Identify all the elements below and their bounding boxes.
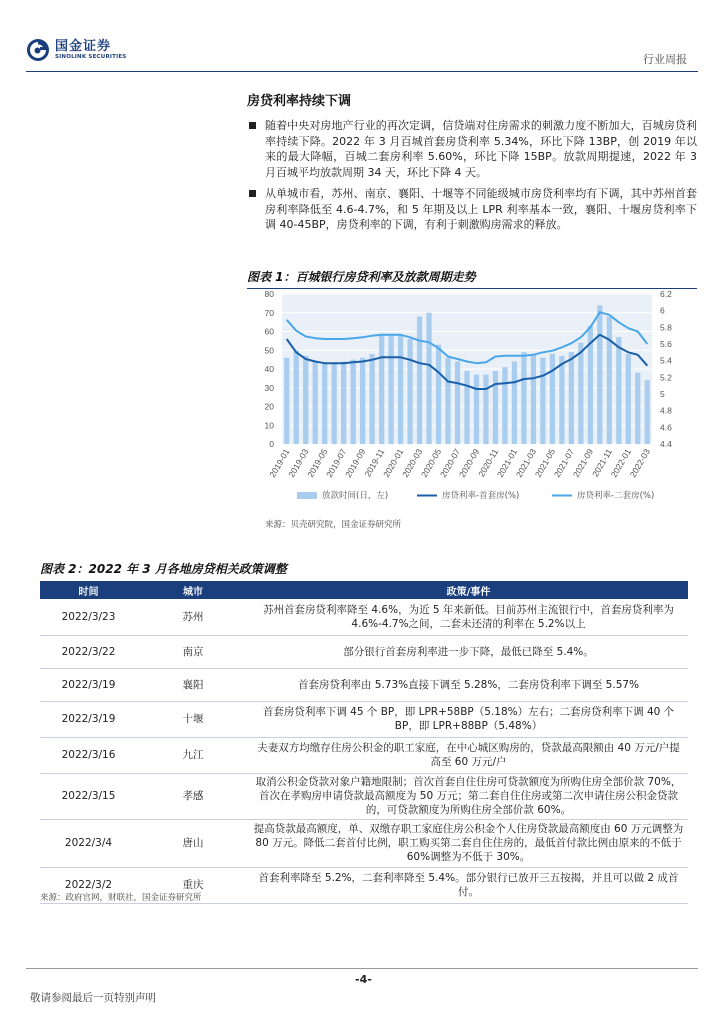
chart-svg [247,291,697,513]
left-axis-tick-label: 60 [264,326,274,337]
legend-swatch [297,492,317,499]
x-axis-tick-label: 2020-07 [437,447,463,480]
figure1-source: 来源：贝壳研究院，国金证券研究所 [265,520,402,530]
date-cell: 2022/3/19 [40,701,137,737]
bar [341,362,346,445]
city-cell: 襄阳 [137,668,249,701]
city-cell: 苏州 [137,599,249,635]
figure2-title: 图表 2：2022 年 3 月各地房贷相关政策调整 [40,562,287,576]
bullet-square-icon [249,190,256,197]
city-cell: 唐山 [137,819,249,867]
bar [493,371,498,444]
figure1-chart [247,291,697,513]
figure2-source: 来源：政府官网，财联社，国金证券研究所 [40,893,202,903]
date-cell: 2022/3/22 [40,635,137,668]
bar [436,345,441,444]
header-divider [26,71,698,72]
legend-label: 放款时间(日，左) [322,491,389,501]
table-row [40,668,688,701]
left-axis-tick-label: 40 [264,364,274,374]
table-row [40,819,688,867]
bullet-square-icon [249,122,256,129]
date-cell: 2022/3/2 [40,867,137,903]
bar [407,339,412,444]
right-axis-tick-label: 6.2 [660,291,672,299]
right-axis-tick-label: 5.2 [660,372,672,383]
city-cell: 南京 [137,635,249,668]
right-axis-tick-label: 5.6 [660,339,672,349]
x-axis-tick-label: 2019-11 [362,447,387,479]
table-row [40,737,688,773]
right-axis-tick-label: 5 [660,389,665,399]
right-axis-tick-label: 5.8 [660,322,672,333]
date-cell: 2022/3/23 [40,599,137,635]
bar [474,375,479,444]
left-axis-tick-label: 20 [264,401,274,412]
left-axis-tick-label: 50 [264,345,274,356]
x-axis-tick-label: 2021-05 [532,447,558,480]
bar [370,354,375,444]
right-axis-tick-label: 4.4 [660,439,672,449]
policy-cell: 提高贷款最高额度，单、双缴存职工家庭住房公积金个人住房贷款最高额度由 60 万元调整为 80 万元。降低二套首付比例，职工购买第二套自住住房的，最低首付款比例由原来的不低于 60%调整为不低于 30%。 [249,819,688,867]
bar [332,363,337,444]
city-cell: 孝感 [137,773,249,819]
date-cell: 2022/3/4 [40,819,137,867]
right-axis-tick-label: 5.4 [660,355,672,366]
bar [284,358,289,444]
city-cell: 十堰 [137,701,249,737]
page-number: -4- [355,973,372,986]
date-cell: 2022/3/19 [40,668,137,701]
column-header-date: 时间 [40,581,137,599]
x-axis-tick-label: 2020-09 [456,447,482,480]
date-cell: 2022/3/16 [40,737,137,773]
x-axis-tick-label: 2021-01 [494,447,520,480]
table-row [40,599,688,635]
x-axis-tick-label: 2021-03 [513,447,539,480]
bullet-text: 从单城市看，苏州、南京、襄阳、十堰等不同能级城市房贷利率均有下调，其中苏州首套房利率降低至 4.6-4.7%，和 5 年期及以上 LPR 利率基本一致，襄阳、十堰房贷利率下调 40-45BP，房贷利率的下调，有利于刺激购房需求的释放。 [265,187,697,231]
bar [635,373,640,444]
x-axis-tick-label: 2019-03 [286,447,311,480]
brand-name-cn: 国金证券 [55,38,112,54]
bullet-item [247,118,697,180]
policy-cell: 首套利率降至 5.2%，二套利率降至 5.4%。部分银行已放开三五按揭，并且可以做 2 成首付。 [249,867,688,903]
x-axis-tick-label: 2019-09 [343,447,368,480]
left-axis-tick-label: 30 [264,382,274,393]
bar [464,371,469,444]
bar [351,360,356,444]
right-axis-tick-label: 6 [660,305,665,316]
x-axis-tick-label: 2022-01 [608,447,634,480]
bar [531,354,536,444]
x-axis-tick-label: 2021-09 [570,447,596,480]
brand-logo-icon [26,38,50,62]
bar [483,375,488,444]
figure1-title: 图表 1：百城银行房贷利率及放款周期走势 [247,268,697,289]
policy-cell: 部分银行首套房利率进一步下降，最低已降至 5.4%。 [249,635,688,668]
x-axis-tick-label: 2020-11 [476,447,501,479]
date-cell: 2022/3/15 [40,773,137,819]
left-axis-tick-label: 80 [264,291,274,299]
policy-cell: 取消公积金贷款对象户籍地限制；首次首套自住住房可贷款额度为所购住房全部价款 70%，首次在孝购房申请贷款最高额度为 50 万元；第二套自住住房或第二次申请住房公积金贷款的，可贷款额度为所购住房全部价款 60%。 [249,773,688,819]
footer-disclaimer: 敬请参阅最后一页特别声明 [30,992,156,1004]
bar [313,362,318,445]
bar [645,380,650,444]
bar [626,354,631,444]
left-axis-tick-label: 10 [264,420,274,431]
policy-cell: 夫妻双方均缴存住房公积金的职工家庭，在中心城区购房的，贷款最高限额由 40 万元/户提高至 60 万元/户 [249,737,688,773]
bullet-text: 随着中央对房地产行业的再次定调，信贷端对住房需求的刺激力度不断加大，百城房贷利率持续下降。2022 年 3 月百城首套房贷利率 5.34%，环比下降 13BP，创 2019 年以来的最大降幅，百城二套房利率 5.60%，环比下降 15BP。放款周期提速，2022 年 3 月百城平均放款周期 34 天，环比下降 4 天。 [265,119,697,179]
bar [303,356,308,444]
bar [512,362,517,445]
x-axis-tick-label: 2019-07 [324,447,349,480]
left-axis-tick-label: 70 [264,307,274,318]
brand-logo [26,38,126,62]
bar [455,362,460,445]
policy-table [40,581,688,904]
city-cell: 九江 [137,737,249,773]
x-axis-tick-label: 2020-05 [419,447,444,480]
bar [569,352,574,444]
policy-cell: 首套房贷利率下调 45 个 BP，即 LPR+58BP（5.18%）左右；二套房贷利率下调 40 个 BP，即 LPR+88BP（5.48%） [249,701,688,737]
table-header-row [40,581,688,599]
section-title: 房贷利率持续下调 [247,94,352,109]
x-axis-tick-label: 2021-11 [590,447,615,479]
bar [294,350,299,444]
x-axis-tick-label: 2019-05 [305,447,330,480]
bar [322,363,327,444]
column-header-policy: 政策/事件 [249,581,688,599]
table-row [40,773,688,819]
x-axis-tick-label: 2021-07 [551,447,577,480]
bar [540,358,545,444]
right-axis-tick-label: 4.6 [660,422,672,433]
bar [398,335,403,444]
bar [379,335,384,444]
bullet-list [247,118,697,239]
x-axis-tick-label: 2022-03 [627,447,652,480]
column-header-city: 城市 [137,581,249,599]
policy-cell: 首套房贷利率由 5.73%直接下调至 5.28%，二套房贷利率下调至 5.57% [249,668,688,701]
bar [360,358,365,444]
policy-cell: 苏州首套房贷利率降至 4.6%，为近 5 年来新低。目前苏州主流银行中，首套房贷利率为 4.6%-4.7%之间，二套未还清的利率在 5.2%以上 [249,599,688,635]
x-axis-tick-label: 2019-01 [267,447,292,480]
table-row [40,635,688,668]
bar [616,337,621,444]
bar [597,305,602,444]
legend-label: 房贷利率-首套房(%) [442,491,520,501]
right-axis-tick-label: 4.8 [660,405,672,416]
city-cell: 重庆 [137,867,249,903]
bar [550,354,555,444]
bar [388,335,393,444]
bar [502,367,507,444]
bar [607,317,612,445]
x-axis-tick-label: 2020-01 [381,447,406,480]
report-type: 行业周报 [643,53,687,66]
bar [426,313,431,444]
brand-name-en: SINOLINK SECURITIES [55,53,127,60]
footer-divider [26,968,698,969]
page-header [0,0,724,70]
bar [521,352,526,444]
bar [559,356,564,444]
bar [417,317,422,445]
bar [578,343,583,444]
bullet-item [247,186,697,233]
table-row [40,701,688,737]
x-axis-tick-label: 2020-03 [400,447,425,480]
legend-label: 房贷利率-二套房(%) [577,491,655,501]
bar [445,358,450,444]
left-axis-tick-label: 0 [269,439,274,449]
